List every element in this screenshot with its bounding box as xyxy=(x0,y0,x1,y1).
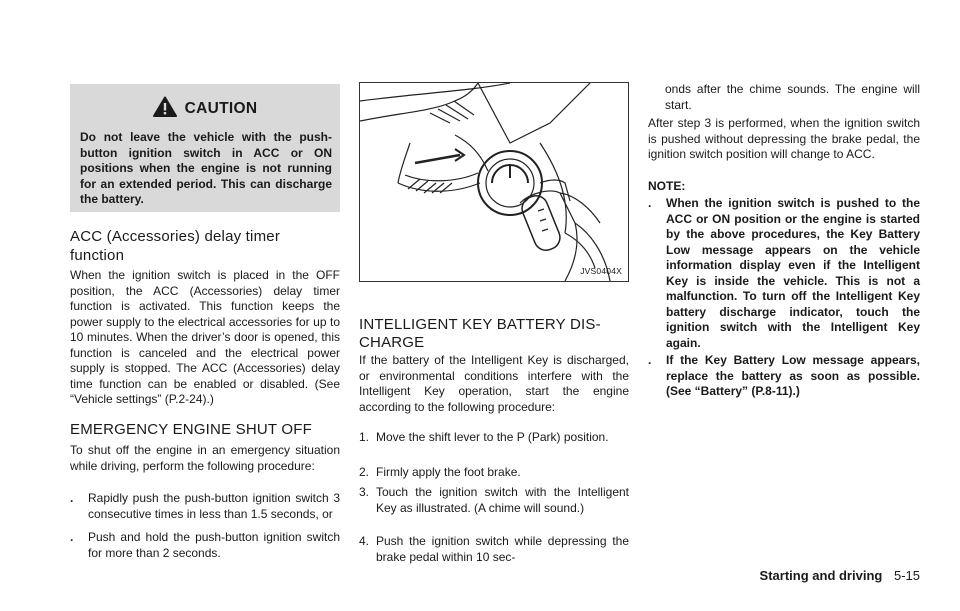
step4-continuation: onds after the chime sounds. The engine will start. xyxy=(665,82,920,112)
key-touching-ignition-illustration xyxy=(360,83,628,281)
caution-header xyxy=(70,96,340,118)
warning-triangle-icon xyxy=(153,96,177,117)
note-text: If the Key Battery Low message appears, replace the battery as soon as possible. (See “Battery” (P.8-11).) xyxy=(666,353,920,398)
figure-caption: JVS0404X xyxy=(580,266,622,276)
step-text: Firmly apply the foot brake. xyxy=(376,465,521,479)
step-text: Push the ignition switch while depressing the brake pedal within 10 sec- xyxy=(376,534,629,564)
acc-heading-line2: function xyxy=(70,247,125,264)
note-text: When the ignition switch is pushed to the ACC or ON position or the engine is started by the above procedures, the Key Battery Low message appears on the vehicle information display even if the Intelligent Key is inside the vehicle. This is not a malfunction. To turn off the Intelligent Key battery discharge indicator, touch the ignition switch with the Intelligent Key again. xyxy=(666,196,920,350)
acc-heading-line1: ACC (Accessories) delay timer xyxy=(70,228,281,245)
illustration-figure xyxy=(359,82,629,282)
emergency-body: To shut off the engine in an emergency situation while driving, perform the following procedure: xyxy=(70,443,340,473)
battery-intro: If the battery of the Intelligent Key is discharged, or environmental conditions interfere with the Intelligent Key operation, start the engine according to the following procedure: xyxy=(359,353,629,414)
step-text: Touch the ignition switch with the Intelligent Key as illustrated. (A chime will sound.) xyxy=(376,485,629,515)
caution-title: CAUTION xyxy=(184,100,258,117)
acc-body: When the ignition switch is placed in the OFF position, the ACC (Accessories) delay timer function is activated. This function keeps the power supply to the electrical accessories for up to 10 minutes. When the driver’s door is opened, this function is canceled and the electrical power supply is stopped. The ACC (Accessories) delay time function can be enabled or disabled. (See “Vehicle settings” (P.2-24).) xyxy=(70,268,340,406)
after-step-text: After step 3 is performed, when the ignition switch is pushed without depressing the brake pedal, the ignition switch position will change to ACC. xyxy=(648,116,920,161)
battery-heading-line1: INTELLIGENT KEY BATTERY DIS- xyxy=(359,316,601,333)
section-title: Starting and driving xyxy=(759,568,883,583)
bullet-text: Push and hold the push-button ignition switch for more than 2 seconds. xyxy=(88,530,340,560)
battery-heading-line2: CHARGE xyxy=(359,334,425,351)
caution-box xyxy=(70,84,340,212)
emergency-heading: EMERGENCY ENGINE SHUT OFF xyxy=(70,421,312,438)
note-label: NOTE: xyxy=(648,179,686,193)
page-footer xyxy=(760,568,920,583)
page-number: 5-15 xyxy=(893,568,920,583)
bullet-text: Rapidly push the push-button ignition switch 3 consecutive times in less than 1.5 seconds, or xyxy=(88,491,340,521)
step-text: Move the shift lever to the P (Park) position. xyxy=(376,430,609,444)
caution-text: Do not leave the vehicle with the push-button ignition switch in ACC or ON positions when the engine is not running for an extended period. This can discharge the battery. xyxy=(80,130,332,206)
